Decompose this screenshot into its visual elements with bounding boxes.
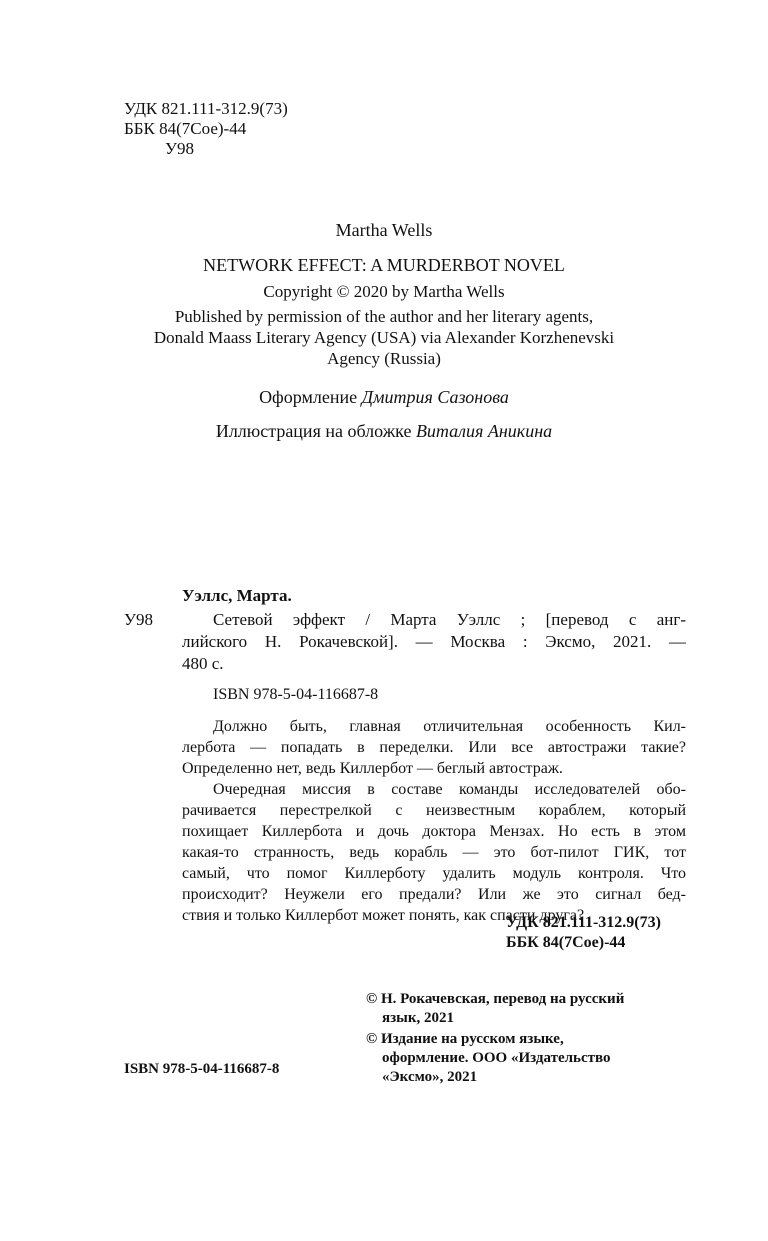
- udk-right: УДК 821.111-312.9(73): [506, 914, 661, 931]
- permission-line: Donald Maass Literary Agency (USA) via Alexander Korzhenevski: [153, 328, 615, 347]
- annotation-line: Очередная миссия в составе команды исследователей обо-: [213, 781, 686, 798]
- illustration-credit: [0, 420, 768, 442]
- footer-isbn: ISBN 978-5-04-116687-8: [124, 1061, 280, 1077]
- copyright-line: © Издание на русском языке,: [366, 1031, 564, 1047]
- catalog-description: [182, 609, 686, 674]
- copyright-line: оформление. ООО «Издательство: [382, 1050, 611, 1066]
- annotation-paragraph-2: [182, 779, 686, 926]
- bbk-code: ББК 84(7Сое)-44: [124, 119, 247, 138]
- annotation-line: рачивается перестрелкой с неизвестным кораблем, который: [182, 802, 686, 819]
- annotation-line: похищает Киллербота и дочь доктора Мензах. Но есть в этом: [182, 823, 686, 840]
- annotation-paragraph-1: [182, 716, 686, 779]
- permission-line: Agency (Russia): [327, 349, 441, 368]
- copyright-line: язык, 2021: [382, 1010, 454, 1026]
- title-en: NETWORK EFFECT: A MURDERBOT NOVEL: [203, 255, 565, 275]
- bbk-right: ББК 84(7Сое)-44: [506, 934, 626, 951]
- catalog-heading: Уэллс, Марта.: [182, 586, 292, 605]
- catalog-mark: У98: [124, 610, 154, 629]
- copyright-en: Copyright © 2020 by Martha Wells: [263, 282, 505, 301]
- description-line: 480 с.: [182, 654, 224, 673]
- description-line: лийского Н. Рокачевской]. — Москва : Эксмо, 2021. —: [182, 632, 686, 651]
- author-name-en: Martha Wells: [335, 220, 433, 240]
- permission-line: Published by permission of the author and her literary agents,: [174, 307, 594, 326]
- annotation-line: самый, что помог Киллерботу удалить модуль контроля. Что: [182, 865, 686, 882]
- design-name: Дмитрия Сазонова: [361, 387, 509, 407]
- illustration-name: Виталия Аникина: [415, 421, 553, 441]
- annotation-line: происходит? Неужели его предали? Или же это сигнал бед-: [182, 886, 686, 903]
- copyright-line: © Н. Рокачевская, перевод на русский: [366, 991, 625, 1007]
- annotation-line: ствия и только Киллербот может понять, как спасти друга?: [182, 907, 585, 924]
- annotation-line: Должно быть, главная отличительная особенность Кил-: [213, 718, 686, 735]
- copyright-ru-block: [366, 990, 624, 1087]
- illustration-label: Иллюстрация на обложке: [215, 421, 416, 441]
- catalog-isbn: ISBN 978-5-04-116687-8: [213, 686, 379, 703]
- author-mark-code: У98: [165, 139, 195, 158]
- annotation-line: лербота — попадать в переделки. Или все автостражи такие?: [182, 739, 686, 756]
- design-label: Оформление: [259, 387, 362, 407]
- annotation-line: Определенно нет, ведь Киллербот — беглый автостраж.: [182, 760, 563, 777]
- copyright-line: «Эксмо», 2021: [382, 1069, 478, 1085]
- annotation-line: какая-то странность, ведь корабль — это бот-пилот ГИК, тот: [182, 844, 686, 861]
- design-credit: [0, 386, 768, 408]
- description-line: Сетевой эффект / Марта Уэллс ; [перевод с анг-: [213, 610, 686, 629]
- udk-code: УДК 821.111-312.9(73): [124, 99, 288, 118]
